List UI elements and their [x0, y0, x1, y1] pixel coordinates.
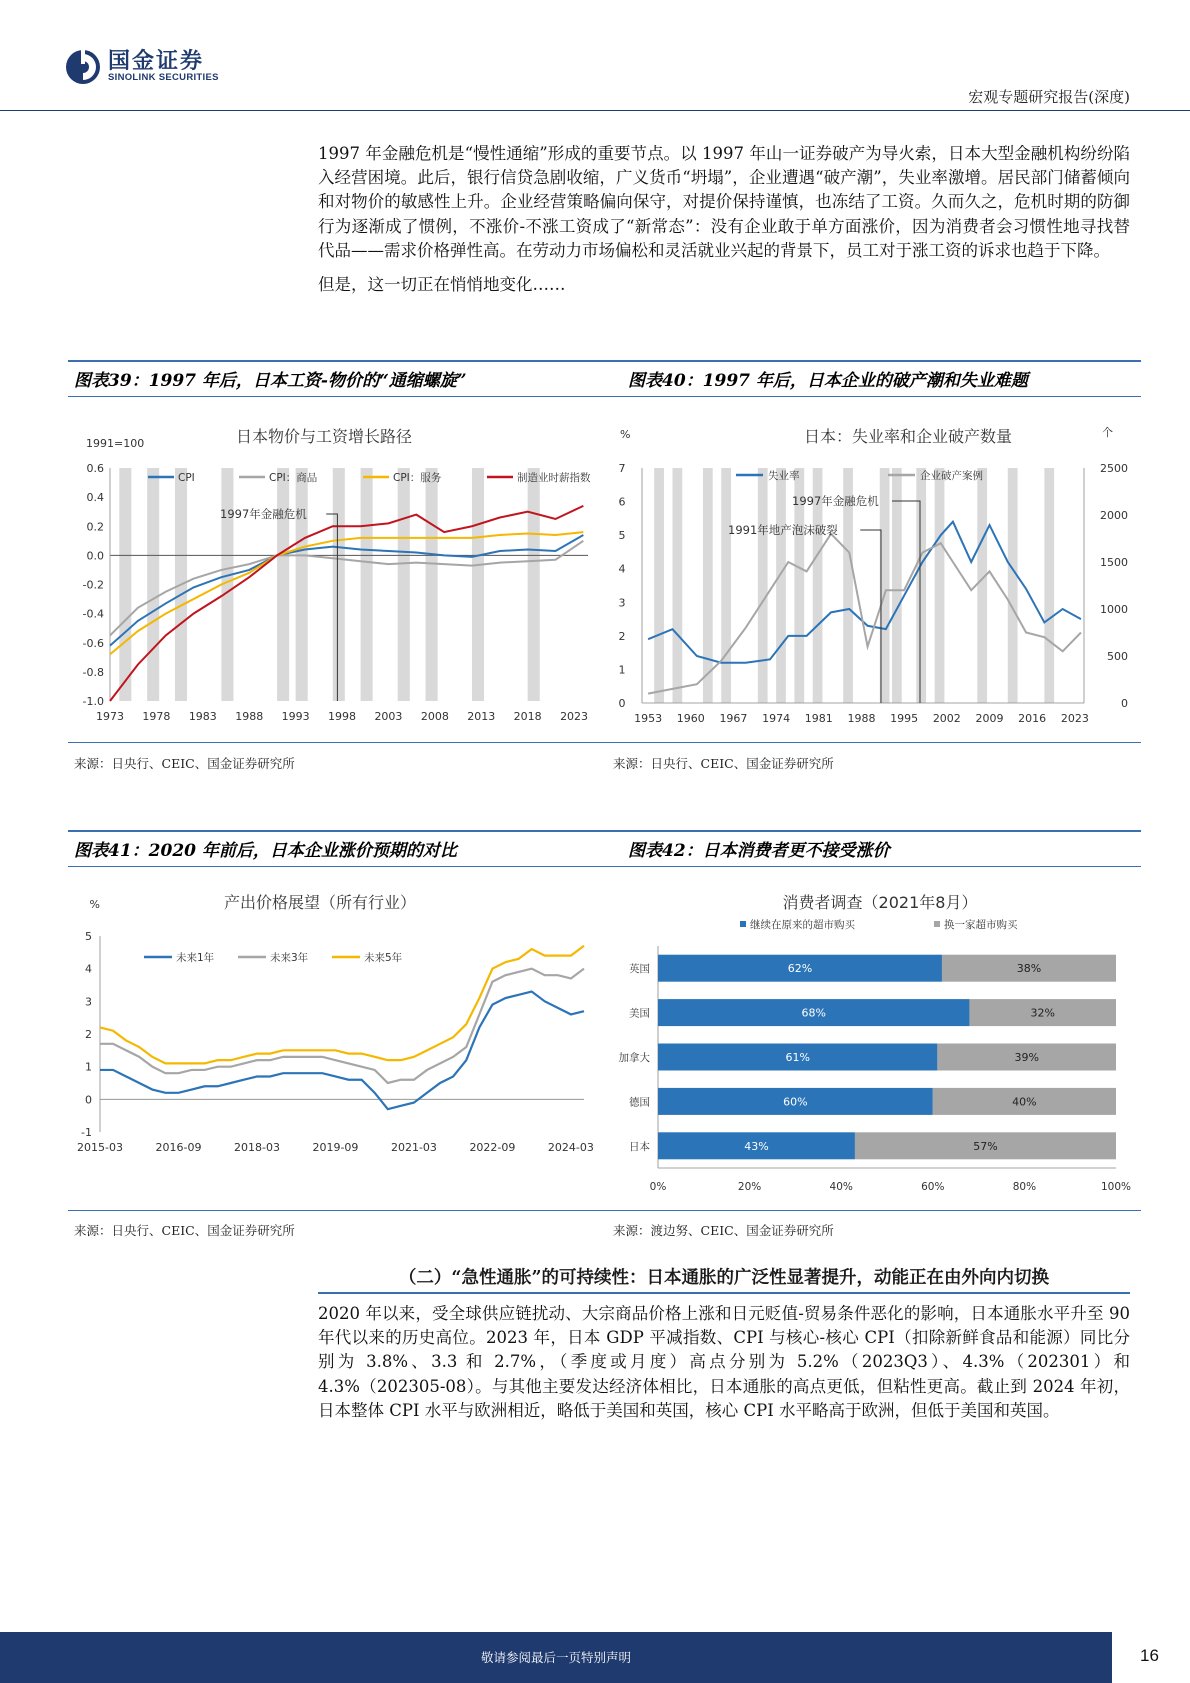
logo-chinese-name: 国金证券 — [108, 49, 205, 74]
intro-closing: 但是，这一切正在悄悄地变化…… — [318, 275, 566, 295]
fig-row2-title-rule — [68, 866, 1141, 867]
recession-band — [654, 468, 664, 703]
category-label: 英国 — [629, 963, 650, 976]
x-tick-label: 1981 — [804, 712, 833, 725]
fig40-title: 图表40：1997 年后，日本企业的破产潮和失业难题 — [628, 371, 1028, 391]
logo-english-name: SINOLINK SECURITIES — [108, 72, 219, 83]
y-right-tick-label: 2000 — [1100, 509, 1128, 522]
chart-fig39 — [68, 408, 600, 733]
recession-band — [119, 468, 131, 701]
chart41-title: 产出价格展望（所有行业） — [223, 893, 417, 912]
section2-text: 2020 年以来，受全球供应链扰动、大宗商品价格上涨和日元贬值-贸易条件恶化的影响，日本通胀水平升至 90 年代以来的历史高位。2023 年，日本 GDP 平减指数、CPI 与核心-核心 CPI（扣除新鲜食品和能源）同比分别为 3.8%、3.3 和 2.7%，（季度或月度）高点分别为 5.2%（2023Q3）、4.3%（202301）和 4.3%（202305-08）。与其他主要发达经济体相比，日本通胀的高点更低，但粘性更高。截止到 2024 年初，日本整体 CPI 水平与欧洲相近，略低于美国和英国，核心 CPI 水平略高于欧洲，但低于美国和英国。 — [318, 1304, 1130, 1420]
legend-label: CPI — [178, 472, 195, 484]
x-tick-label: 1973 — [96, 710, 124, 723]
legend-label: 换一家超市购买 — [944, 919, 1018, 931]
x-tick-label: 2024-03 — [547, 1141, 594, 1154]
fig42-title: 图表42：日本消费者更不接受涨价 — [628, 841, 890, 861]
y-tick-label: -1.0 — [82, 695, 104, 708]
x-tick-label: 0% — [649, 1181, 667, 1193]
x-tick-label: 1974 — [762, 712, 791, 725]
legend-swatch — [934, 921, 940, 927]
series-line-未来3年 — [100, 969, 584, 1083]
y-right-tick-label: 1500 — [1100, 556, 1128, 569]
y-left-tick-label: 5 — [618, 529, 626, 543]
x-tick-label: 2016 — [1018, 712, 1047, 725]
series-line-未来1年 — [100, 992, 584, 1110]
recession-band — [916, 468, 926, 703]
y-right-tick-label: 0 — [1121, 697, 1128, 710]
x-tick-label: 40% — [829, 1181, 853, 1193]
series-line-未来5年 — [100, 946, 584, 1064]
bar-data-label: 62% — [787, 962, 813, 976]
recession-band — [147, 468, 159, 701]
fig-row1-bottom-rule — [68, 742, 1141, 743]
y-left-tick-label: 3 — [618, 596, 626, 610]
chart39-title: 日本物价与工资增长路径 — [235, 427, 413, 446]
x-tick-label: 2019-09 — [312, 1141, 359, 1154]
y-tick-label: -0.6 — [82, 636, 104, 650]
fig41-source: 来源：日央行、CEIC、国金证券研究所 — [74, 1223, 295, 1238]
y-tick-label: 2 — [85, 1028, 92, 1041]
y-tick-label: 1 — [85, 1060, 92, 1074]
x-tick-label: 80% — [1012, 1181, 1037, 1193]
y-tick-label: 0 — [85, 1093, 92, 1107]
header-divider — [0, 110, 1190, 111]
sinolink-logo-icon — [64, 48, 102, 86]
category-label: 美国 — [629, 1007, 650, 1020]
legend-label: 制造业时薪指数 — [517, 472, 591, 484]
recession-band — [333, 468, 345, 701]
y-tick-label: 4 — [85, 962, 92, 976]
x-tick-label: 2016-09 — [155, 1141, 202, 1154]
legend-label: CPI：服务 — [393, 472, 442, 484]
y-right-tick-label: 1000 — [1100, 603, 1128, 616]
x-tick-label: 2022-09 — [469, 1141, 516, 1154]
x-tick-label: 2003 — [374, 710, 403, 723]
recession-band — [1008, 468, 1018, 703]
x-tick-label: 2018 — [513, 710, 542, 723]
chart41-ylabel: % — [89, 898, 100, 911]
fig-row2-top-rule — [68, 830, 1141, 832]
x-tick-label: 2023 — [560, 710, 589, 723]
bar-data-label: 57% — [973, 1139, 998, 1153]
x-tick-label: 2013 — [467, 710, 496, 723]
category-label: 日本 — [629, 1140, 650, 1153]
annotation-label: 1997年金融危机 — [220, 507, 307, 521]
x-tick-label: 2008 — [420, 710, 449, 723]
x-tick-label: 1983 — [188, 710, 217, 723]
y-tick-label: 0.2 — [86, 520, 104, 534]
intro-paragraph — [318, 142, 1130, 297]
y-tick-label: -0.8 — [82, 665, 104, 679]
section2-title: （二）“急性通胀”的可持续性：日本通胀的广泛性显著提升，动能正在由外向内切换 — [398, 1268, 1050, 1288]
legend-label: CPI：商品 — [269, 472, 318, 484]
annotation-label: 1991年地产泡沫破裂 — [728, 523, 838, 537]
x-tick-label: 2015-03 — [77, 1141, 123, 1154]
intro-text: 1997 年金融危机是“慢性通缩”形成的重要节点。以 1997 年山一证券破产为导火索，日本大型金融机构纷纷陷入经营困境。此后，银行信贷急剧收缩，广义货币“坍塌”，企业遭遇“破产潮”，失业率激增。居民部门储蓄倾向和对物价的敏感性上升。企业经营策略偏向保守，对提价保持谨慎，也冻结了工资。久而久之，危机时期的防御行为逐渐成了惯例，不涨价-不涨工资成了“新常态”：没有企业敢于单方面涨价，因为消费者会习惯性地寻找替代品——需求价格弹性高。在劳动力市场偏松和灵活就业兴起的背景下，员工对于涨工资的诉求也趋于下降。 — [318, 144, 1130, 260]
x-tick-label: 1998 — [328, 710, 357, 723]
y-tick-label: -0.4 — [82, 607, 104, 621]
x-tick-label: 1988 — [235, 710, 264, 723]
recession-band — [977, 468, 987, 703]
chart40-ylabel-right: 个 — [1102, 426, 1113, 439]
x-tick-label: 1967 — [719, 712, 748, 725]
legend-label: 未来3年 — [270, 952, 309, 964]
legend-swatch — [740, 921, 746, 927]
section2-paragraph — [318, 1302, 1130, 1423]
x-tick-label: 100% — [1100, 1181, 1132, 1193]
x-tick-label: 1995 — [890, 712, 919, 725]
fig-row1-title-rule — [68, 396, 1141, 397]
x-tick-label: 60% — [921, 1181, 945, 1193]
recession-band — [776, 468, 786, 703]
legend-label: 企业破产案例 — [920, 470, 983, 482]
bar-data-label: 60% — [783, 1095, 808, 1109]
y-tick-label: -0.2 — [82, 578, 104, 592]
recession-band — [398, 468, 410, 701]
y-left-tick-label: 4 — [618, 562, 626, 576]
y-tick-label: 5 — [85, 930, 92, 943]
recession-band — [472, 468, 484, 701]
x-tick-label: 2023 — [1060, 712, 1089, 725]
y-tick-label: 0.4 — [86, 491, 104, 505]
fig-row1-top-rule — [68, 360, 1141, 362]
report-type: 宏观专题研究报告(深度) — [968, 88, 1130, 106]
x-tick-label: 20% — [737, 1181, 762, 1193]
legend-label: 未来1年 — [176, 952, 215, 964]
recession-band — [703, 468, 713, 703]
x-tick-label: 2021-03 — [390, 1141, 437, 1154]
bar-data-label: 61% — [785, 1051, 810, 1064]
bar-data-label: 38% — [1016, 962, 1042, 976]
x-tick-label: 1953 — [634, 712, 663, 725]
recession-band — [426, 468, 438, 701]
legend-label: 未来5年 — [364, 952, 403, 964]
y-right-tick-label: 2500 — [1100, 462, 1128, 475]
x-tick-label: 2009 — [975, 712, 1004, 725]
recession-band — [672, 468, 682, 703]
bar-data-label: 32% — [1030, 1006, 1055, 1020]
y-tick-label: -1 — [81, 1126, 92, 1139]
fig40-source: 来源：日央行、CEIC、国金证券研究所 — [613, 756, 834, 771]
fig39-source: 来源：日央行、CEIC、国金证券研究所 — [74, 756, 295, 771]
y-tick-label: 3 — [85, 995, 92, 1009]
y-right-tick-label: 500 — [1107, 650, 1128, 663]
y-left-tick-label: 7 — [618, 462, 626, 475]
category-label: 加拿大 — [618, 1052, 650, 1064]
bar-data-label: 68% — [801, 1006, 826, 1020]
legend-label: 失业率 — [768, 470, 800, 482]
recession-band — [296, 468, 308, 701]
y-left-tick-label: 2 — [618, 629, 626, 643]
chart42-title: 消费者调查（2021年8月） — [782, 893, 978, 912]
section2-rule — [318, 1292, 1130, 1294]
chart39-ylabel: 1991=100 — [86, 437, 145, 450]
y-left-tick-label: 1 — [618, 663, 626, 677]
x-tick-label: 2018-03 — [233, 1141, 280, 1154]
fig41-title: 图表41：2020 年前后，日本企业涨价预期的对比 — [74, 841, 457, 861]
recession-band — [721, 468, 731, 703]
x-tick-label: 1960 — [676, 712, 705, 725]
chart40-title: 日本：失业率和企业破产数量 — [803, 427, 1013, 446]
legend-label: 继续在原来的超市购买 — [750, 919, 855, 931]
y-tick-label: 0.6 — [86, 462, 104, 475]
chart-fig41 — [68, 878, 608, 1198]
y-left-tick-label: 0 — [618, 697, 626, 710]
fig42-source: 来源：渡边努、CEIC、国金证券研究所 — [613, 1223, 834, 1238]
x-tick-label: 1993 — [281, 710, 310, 723]
chart40-ylabel-left: % — [620, 428, 631, 441]
x-tick-label: 2002 — [932, 712, 961, 725]
x-tick-label: 1988 — [847, 712, 876, 725]
x-tick-label: 1978 — [142, 710, 171, 723]
fig-row2-bottom-rule — [68, 1210, 1141, 1211]
chart-fig40 — [608, 408, 1141, 733]
recession-band — [758, 468, 768, 703]
bar-data-label: 39% — [1014, 1051, 1039, 1064]
category-label: 德国 — [629, 1096, 650, 1109]
recession-band — [361, 468, 373, 701]
chart-fig42 — [608, 878, 1141, 1198]
annotation-label: 1997年金融危机 — [792, 494, 879, 508]
bar-data-label: 43% — [744, 1139, 769, 1153]
fig39-title: 图表39：1997 年后，日本工资-物价的“通缩螺旋” — [74, 371, 467, 391]
y-tick-label: 0.0 — [86, 549, 104, 563]
recession-band — [277, 468, 289, 701]
recession-band — [892, 468, 902, 703]
recession-band — [528, 468, 540, 701]
footer-disclaimer: 敬请参阅最后一页特别声明 — [480, 1650, 631, 1665]
page-number: 16 — [1140, 1646, 1159, 1665]
y-left-tick-label: 6 — [618, 495, 626, 509]
bar-data-label: 40% — [1012, 1095, 1037, 1109]
recession-band — [935, 468, 945, 703]
recession-band — [1044, 468, 1054, 703]
